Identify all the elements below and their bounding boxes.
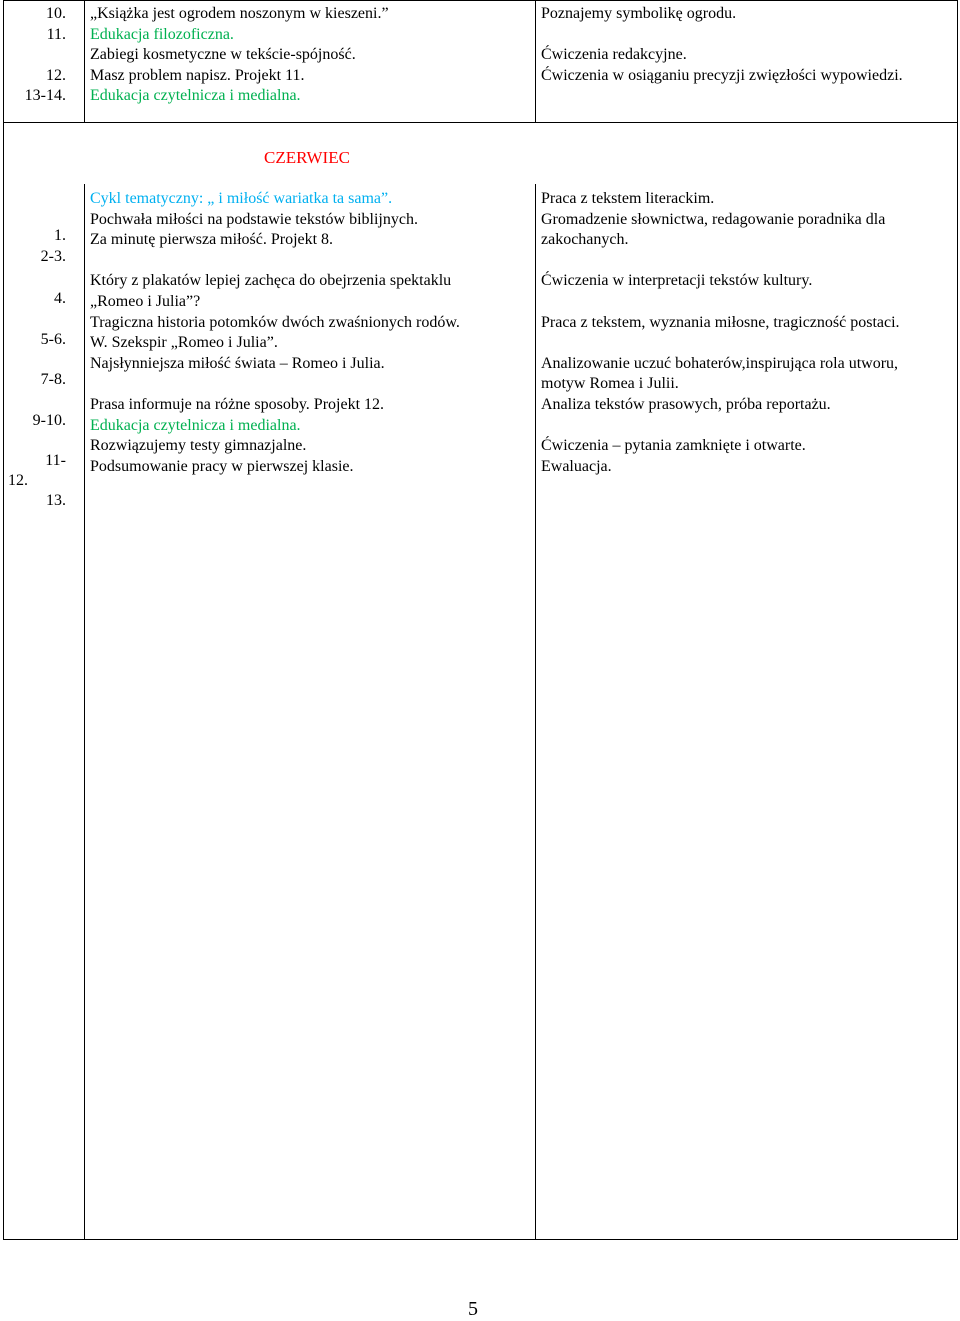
table-left-border (3, 0, 4, 1240)
topic-line: Pochwała miłości na podstawie tekstów biblijnych. (90, 210, 418, 228)
lesson-number (8, 214, 66, 226)
row-divider-top (3, 122, 958, 123)
activity-line: Ewaluacja. (541, 457, 612, 475)
june-lesson-numbers (8, 214, 66, 511)
topic-line: Prasa informuje na różne sposoby. Projekt 12. (90, 395, 385, 413)
top-row-activities (541, 4, 903, 86)
page-number: 5 (468, 1298, 478, 1320)
lesson-number: 12. (8, 472, 28, 490)
column-divider-1-lower (84, 184, 85, 1240)
lesson-number: 4. (54, 290, 66, 308)
topic-line: Najsłynniejsza miłość świata – Romeo i Julia. (90, 354, 385, 372)
lesson-number: 10. (46, 5, 66, 22)
activity-line: Ćwiczenia redakcyjne. (541, 46, 687, 64)
column-divider-2-lower (535, 184, 536, 1240)
topic-line (90, 374, 460, 395)
topic-line: „Romeo i Julia”? (90, 292, 201, 310)
activity-line: Poznajemy symbolikę ogrodu. (541, 5, 737, 22)
lesson-number: 11- (45, 452, 66, 470)
activity-line (541, 333, 900, 354)
activity-line: Ćwiczenia w interpretacji tekstów kultury. (541, 272, 813, 290)
topic-line: Za minutę pierwsza miłość. Projekt 8. (90, 231, 334, 249)
june-topics (90, 189, 460, 477)
june-activities (541, 189, 900, 477)
lesson-number: 5-6. (40, 331, 66, 349)
lesson-number: 9-10. (32, 412, 66, 430)
activity-line (541, 251, 900, 272)
month-heading: CZERWIEC (264, 148, 350, 167)
lesson-number: 1. (54, 227, 66, 244)
activity-line: Ćwiczenia – pytania zamknięte i otwarte. (541, 437, 806, 455)
activity-line: Ćwiczenia w osiąganiu precyzji zwięzłości wypowiedzi. (541, 66, 903, 84)
column-divider-1 (84, 0, 85, 122)
activity-line: Analizowanie uczuć bohaterów,inspirująca rola utworu, (541, 354, 899, 372)
topic-line: Edukacja czytelnicza i medialna. (90, 87, 301, 105)
topic-line: Edukacja filozoficzna. (90, 25, 234, 43)
lesson-number (8, 350, 66, 370)
activity-line (541, 416, 900, 437)
lesson-number (8, 431, 66, 451)
top-row-lesson-numbers (8, 4, 66, 107)
topic-line: Masz problem napisz. Projekt 11. (90, 66, 305, 84)
activity-line: motyw Romea i Julii. (541, 375, 679, 393)
topic-line: Tragiczna historia potomków dwóch zwaśnionych rodów. (90, 313, 460, 331)
topic-line: W. Szekspir „Romeo i Julia”. (90, 334, 278, 352)
top-row-topics (90, 4, 389, 107)
topic-line: Zabiegi kosmetyczne w tekście-spójność. (90, 46, 356, 64)
topic-line: Podsumowanie pracy w pierwszej klasie. (90, 457, 354, 475)
activity-line (541, 25, 903, 46)
topic-line: Rozwiązujemy testy gimnazjalne. (90, 437, 307, 455)
lesson-number (8, 45, 66, 66)
lesson-number: 11. (46, 25, 66, 43)
lesson-number: 12. (46, 66, 66, 84)
column-divider-2 (535, 0, 536, 122)
lesson-number: 2-3. (40, 247, 66, 265)
lesson-number: 13. (46, 492, 66, 510)
lesson-number (8, 267, 66, 289)
topic-line: Cykl tematyczny: „ i miłość wariatka ta sama”. (90, 190, 393, 207)
lesson-number: 7-8. (40, 371, 66, 389)
topic-line (90, 251, 460, 272)
table-top-border (3, 0, 958, 1)
lesson-number: 13-14. (24, 87, 66, 105)
table-bottom-border (3, 1239, 958, 1240)
table-right-border (957, 0, 958, 1240)
topic-line: Edukacja czytelnicza i medialna. (90, 416, 301, 434)
activity-line: Analiza tekstów prasowych, próba reportażu. (541, 395, 831, 413)
topic-line: Który z plakatów lepiej zachęca do obejrzenia spektaklu (90, 272, 452, 290)
activity-line: zakochanych. (541, 231, 629, 249)
activity-line: Praca z tekstem literackim. (541, 190, 715, 207)
activity-line: Gromadzenie słownictwa, redagowanie poradnika dla (541, 210, 886, 228)
activity-line: Praca z tekstem, wyznania miłosne, tragiczność postaci. (541, 313, 900, 331)
topic-line: „Książka jest ogrodem noszonym w kieszeni.” (90, 5, 389, 22)
activity-line (541, 292, 900, 313)
